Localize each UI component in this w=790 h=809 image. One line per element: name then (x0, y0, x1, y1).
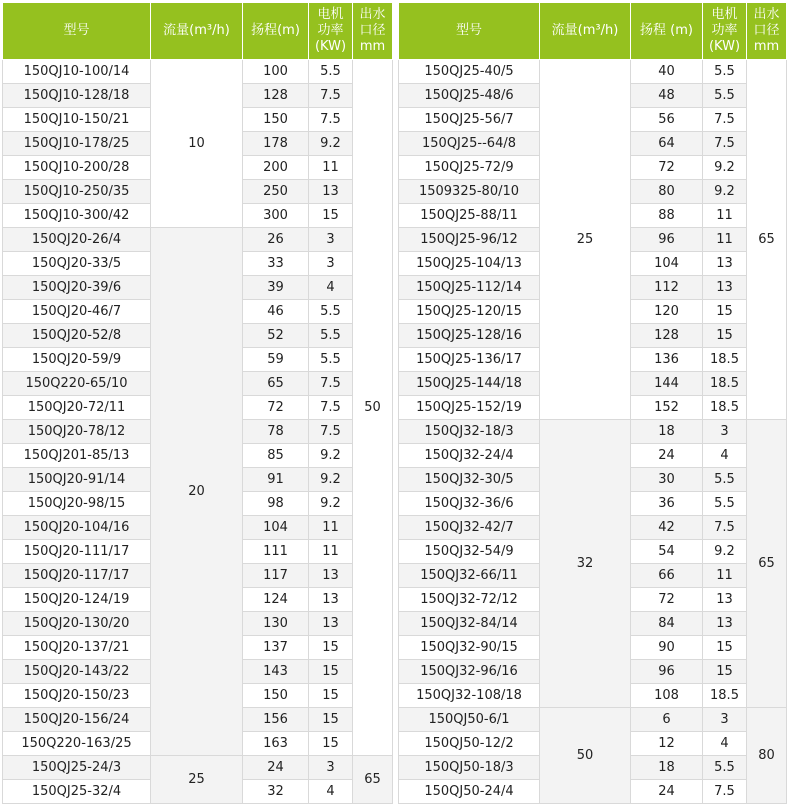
cell-power: 15 (703, 300, 747, 324)
cell-head: 108 (631, 684, 703, 708)
cell-head: 6 (631, 708, 703, 732)
cell-head: 124 (243, 588, 309, 612)
cell-model: 150QJ25-40/5 (399, 60, 540, 84)
header-flow: 流量(m³/h) (540, 3, 631, 60)
cell-power: 18.5 (703, 684, 747, 708)
cell-power: 15 (309, 684, 353, 708)
cell-model: 150QJ32-54/9 (399, 540, 540, 564)
cell-model: 150QJ25-24/3 (3, 756, 151, 780)
cell-head: 56 (631, 108, 703, 132)
cell-model: 150QJ25--64/8 (399, 132, 540, 156)
cell-model: 150QJ25-112/14 (399, 276, 540, 300)
cell-power: 18.5 (703, 348, 747, 372)
cell-model: 150QJ20-78/12 (3, 420, 151, 444)
cell-flow-group: 32 (540, 420, 631, 708)
cell-power: 9.2 (703, 180, 747, 204)
cell-model: 150QJ20-26/4 (3, 228, 151, 252)
cell-power: 9.2 (703, 156, 747, 180)
cell-power: 4 (703, 444, 747, 468)
cell-power: 3 (703, 420, 747, 444)
cell-power: 15 (309, 708, 353, 732)
cell-head: 144 (631, 372, 703, 396)
cell-power: 5.5 (703, 468, 747, 492)
cell-power: 13 (309, 180, 353, 204)
header-power-line: 电机 (317, 7, 344, 22)
cell-head: 112 (631, 276, 703, 300)
header-power (309, 3, 353, 60)
cell-power: 5.5 (309, 324, 353, 348)
cell-head: 84 (631, 612, 703, 636)
cell-model: 150QJ25-96/12 (399, 228, 540, 252)
cell-model: 150QJ10-100/14 (3, 60, 151, 84)
cell-power: 13 (703, 612, 747, 636)
cell-power: 5.5 (309, 348, 353, 372)
cell-power: 13 (309, 588, 353, 612)
cell-model: 150QJ32-42/7 (399, 516, 540, 540)
cell-power: 13 (309, 612, 353, 636)
cell-model: 150QJ25-32/4 (3, 780, 151, 804)
cell-power: 15 (703, 660, 747, 684)
cell-head: 24 (631, 780, 703, 804)
cell-outlet-group: 80 (747, 708, 787, 804)
cell-head: 156 (243, 708, 309, 732)
cell-head: 104 (631, 252, 703, 276)
cell-model: 150QJ20-52/8 (3, 324, 151, 348)
cell-flow-group: 50 (540, 708, 631, 804)
cell-model: 150QJ50-6/1 (399, 708, 540, 732)
cell-model: 150QJ10-300/42 (3, 204, 151, 228)
header-head: 扬程 (m) (631, 3, 703, 60)
cell-model: 150QJ25-56/7 (399, 108, 540, 132)
cell-model: 150QJ32-90/15 (399, 636, 540, 660)
cell-model: 150QJ32-72/12 (399, 588, 540, 612)
cell-power: 15 (309, 732, 353, 756)
cell-head: 250 (243, 180, 309, 204)
cell-model: 150QJ25-48/6 (399, 84, 540, 108)
cell-power: 15 (309, 204, 353, 228)
cell-model: 150QJ20-111/17 (3, 540, 151, 564)
cell-model: 150Q220-163/25 (3, 732, 151, 756)
cell-power: 9.2 (309, 492, 353, 516)
cell-power: 11 (703, 204, 747, 228)
cell-head: 59 (243, 348, 309, 372)
cell-model: 150Q220-65/10 (3, 372, 151, 396)
cell-power: 7.5 (703, 108, 747, 132)
cell-model: 150QJ32-96/16 (399, 660, 540, 684)
header-head: 扬程(m) (243, 3, 309, 60)
header-outlet-line: mm (359, 39, 386, 54)
cell-model: 150QJ20-33/5 (3, 252, 151, 276)
table-row (3, 756, 393, 780)
pump-spec-table-left (2, 2, 393, 804)
cell-model: 150QJ10-250/35 (3, 180, 151, 204)
cell-power: 3 (309, 228, 353, 252)
cell-head: 136 (631, 348, 703, 372)
cell-power: 7.5 (309, 84, 353, 108)
cell-power: 11 (703, 564, 747, 588)
cell-power: 4 (309, 276, 353, 300)
cell-model: 150QJ32-108/18 (399, 684, 540, 708)
cell-model: 150QJ25-120/15 (399, 300, 540, 324)
cell-model: 150QJ20-150/23 (3, 684, 151, 708)
cell-head: 64 (631, 132, 703, 156)
header-outlet (747, 3, 787, 60)
cell-model: 150QJ10-178/25 (3, 132, 151, 156)
cell-head: 24 (243, 756, 309, 780)
cell-power: 5.5 (703, 60, 747, 84)
cell-model: 150QJ20-46/7 (3, 300, 151, 324)
cell-head: 104 (243, 516, 309, 540)
header-row (399, 3, 787, 60)
cell-model: 150QJ32-18/3 (399, 420, 540, 444)
cell-power: 13 (703, 252, 747, 276)
cell-head: 48 (631, 84, 703, 108)
cell-head: 88 (631, 204, 703, 228)
cell-power: 18.5 (703, 396, 747, 420)
cell-power: 7.5 (309, 108, 353, 132)
header-power-line: (KW) (708, 39, 741, 54)
table-row (399, 708, 787, 732)
cell-power: 13 (309, 564, 353, 588)
header-outlet-line: 出水 (753, 7, 780, 22)
cell-head: 39 (243, 276, 309, 300)
cell-model: 150QJ25-104/13 (399, 252, 540, 276)
header-outlet (353, 3, 393, 60)
header-power-line: (KW) (314, 39, 347, 54)
cell-model: 150QJ25-128/16 (399, 324, 540, 348)
cell-power: 15 (703, 636, 747, 660)
cell-head: 12 (631, 732, 703, 756)
cell-head: 100 (243, 60, 309, 84)
cell-model: 150QJ32-66/11 (399, 564, 540, 588)
cell-power: 18.5 (703, 372, 747, 396)
cell-power: 15 (309, 660, 353, 684)
cell-flow-group: 10 (151, 60, 243, 228)
cell-head: 90 (631, 636, 703, 660)
cell-head: 52 (243, 324, 309, 348)
cell-head: 33 (243, 252, 309, 276)
cell-head: 85 (243, 444, 309, 468)
cell-outlet-group: 65 (353, 756, 393, 804)
cell-head: 26 (243, 228, 309, 252)
cell-power: 7.5 (309, 396, 353, 420)
cell-head: 42 (631, 516, 703, 540)
cell-model: 150QJ25-72/9 (399, 156, 540, 180)
cell-power: 9.2 (309, 444, 353, 468)
cell-model: 150QJ10-200/28 (3, 156, 151, 180)
cell-model: 150QJ20-59/9 (3, 348, 151, 372)
cell-power: 11 (309, 516, 353, 540)
cell-head: 143 (243, 660, 309, 684)
cell-model: 150QJ20-104/16 (3, 516, 151, 540)
cell-head: 117 (243, 564, 309, 588)
cell-head: 96 (631, 660, 703, 684)
cell-head: 24 (631, 444, 703, 468)
cell-model: 150QJ20-130/20 (3, 612, 151, 636)
cell-head: 18 (631, 420, 703, 444)
cell-model: 150QJ10-150/21 (3, 108, 151, 132)
cell-head: 96 (631, 228, 703, 252)
cell-outlet-group: 50 (353, 60, 393, 756)
header-outlet-line: mm (753, 39, 780, 54)
cell-head: 46 (243, 300, 309, 324)
cell-head: 72 (631, 588, 703, 612)
cell-power: 13 (703, 276, 747, 300)
cell-outlet-group: 65 (747, 60, 787, 420)
cell-head: 78 (243, 420, 309, 444)
cell-model: 150QJ25-136/17 (399, 348, 540, 372)
cell-head: 111 (243, 540, 309, 564)
cell-head: 178 (243, 132, 309, 156)
cell-power: 9.2 (309, 132, 353, 156)
cell-power: 4 (309, 780, 353, 804)
cell-head: 150 (243, 684, 309, 708)
cell-head: 72 (631, 156, 703, 180)
table-row (399, 60, 787, 84)
cell-model: 150QJ20-98/15 (3, 492, 151, 516)
cell-model: 150QJ20-124/19 (3, 588, 151, 612)
header-flow: 流量(m³/h) (151, 3, 243, 60)
cell-model: 150QJ50-18/3 (399, 756, 540, 780)
cell-power: 7.5 (703, 132, 747, 156)
cell-model: 150QJ50-12/2 (399, 732, 540, 756)
cell-power: 15 (309, 636, 353, 660)
cell-model: 150QJ20-117/17 (3, 564, 151, 588)
cell-model: 150QJ32-30/5 (399, 468, 540, 492)
cell-flow-group: 20 (151, 228, 243, 756)
cell-power: 5.5 (309, 60, 353, 84)
cell-head: 65 (243, 372, 309, 396)
cell-head: 300 (243, 204, 309, 228)
cell-model: 150QJ25-88/11 (399, 204, 540, 228)
cell-head: 32 (243, 780, 309, 804)
cell-power: 5.5 (309, 300, 353, 324)
header-power-line: 功率 (317, 23, 344, 38)
cell-model: 150QJ32-84/14 (399, 612, 540, 636)
header-row (3, 3, 393, 60)
cell-head: 80 (631, 180, 703, 204)
cell-model: 150QJ25-152/19 (399, 396, 540, 420)
cell-power: 7.5 (309, 372, 353, 396)
header-model: 型号 (399, 3, 540, 60)
header-power-line: 电机 (711, 7, 738, 22)
cell-model: 150QJ201-85/13 (3, 444, 151, 468)
header-power-line: 功率 (711, 23, 738, 38)
cell-model: 150QJ10-128/18 (3, 84, 151, 108)
cell-head: 18 (631, 756, 703, 780)
cell-power: 11 (309, 540, 353, 564)
cell-head: 36 (631, 492, 703, 516)
header-model: 型号 (3, 3, 151, 60)
cell-head: 163 (243, 732, 309, 756)
cell-head: 128 (631, 324, 703, 348)
cell-model: 150QJ50-24/4 (399, 780, 540, 804)
cell-power: 3 (309, 756, 353, 780)
cell-power: 4 (703, 732, 747, 756)
cell-power: 7.5 (703, 516, 747, 540)
cell-power: 5.5 (703, 756, 747, 780)
cell-model: 150QJ32-36/6 (399, 492, 540, 516)
header-outlet-line: 出水 (359, 7, 386, 22)
cell-outlet-group: 65 (747, 420, 787, 708)
cell-model: 1509325-80/10 (399, 180, 540, 204)
cell-model: 150QJ20-72/11 (3, 396, 151, 420)
cell-power: 9.2 (703, 540, 747, 564)
cell-flow-group: 25 (151, 756, 243, 804)
cell-head: 30 (631, 468, 703, 492)
cell-power: 3 (703, 708, 747, 732)
header-outlet-line: 口径 (359, 23, 386, 38)
cell-head: 128 (243, 84, 309, 108)
cell-model: 150QJ20-143/22 (3, 660, 151, 684)
cell-head: 120 (631, 300, 703, 324)
cell-head: 66 (631, 564, 703, 588)
cell-power: 5.5 (703, 84, 747, 108)
cell-power: 11 (703, 228, 747, 252)
cell-head: 130 (243, 612, 309, 636)
cell-model: 150QJ32-24/4 (399, 444, 540, 468)
cell-model: 150QJ20-91/14 (3, 468, 151, 492)
table-row (3, 228, 393, 252)
cell-head: 200 (243, 156, 309, 180)
pump-spec-table-right (398, 2, 787, 804)
cell-power: 5.5 (703, 492, 747, 516)
cell-power: 7.5 (309, 420, 353, 444)
cell-model: 150QJ20-137/21 (3, 636, 151, 660)
cell-flow-group: 25 (540, 60, 631, 420)
cell-power: 15 (703, 324, 747, 348)
cell-head: 137 (243, 636, 309, 660)
cell-head: 152 (631, 396, 703, 420)
cell-model: 150QJ25-144/18 (399, 372, 540, 396)
header-outlet-line: 口径 (753, 23, 780, 38)
cell-power: 11 (309, 156, 353, 180)
cell-head: 98 (243, 492, 309, 516)
cell-head: 72 (243, 396, 309, 420)
cell-model: 150QJ20-156/24 (3, 708, 151, 732)
cell-head: 150 (243, 108, 309, 132)
table-row (3, 60, 393, 84)
cell-power: 13 (703, 588, 747, 612)
cell-power: 9.2 (309, 468, 353, 492)
cell-head: 91 (243, 468, 309, 492)
table-row (399, 420, 787, 444)
cell-power: 3 (309, 252, 353, 276)
header-power (703, 3, 747, 60)
cell-head: 54 (631, 540, 703, 564)
cell-model: 150QJ20-39/6 (3, 276, 151, 300)
cell-head: 40 (631, 60, 703, 84)
cell-power: 7.5 (703, 780, 747, 804)
